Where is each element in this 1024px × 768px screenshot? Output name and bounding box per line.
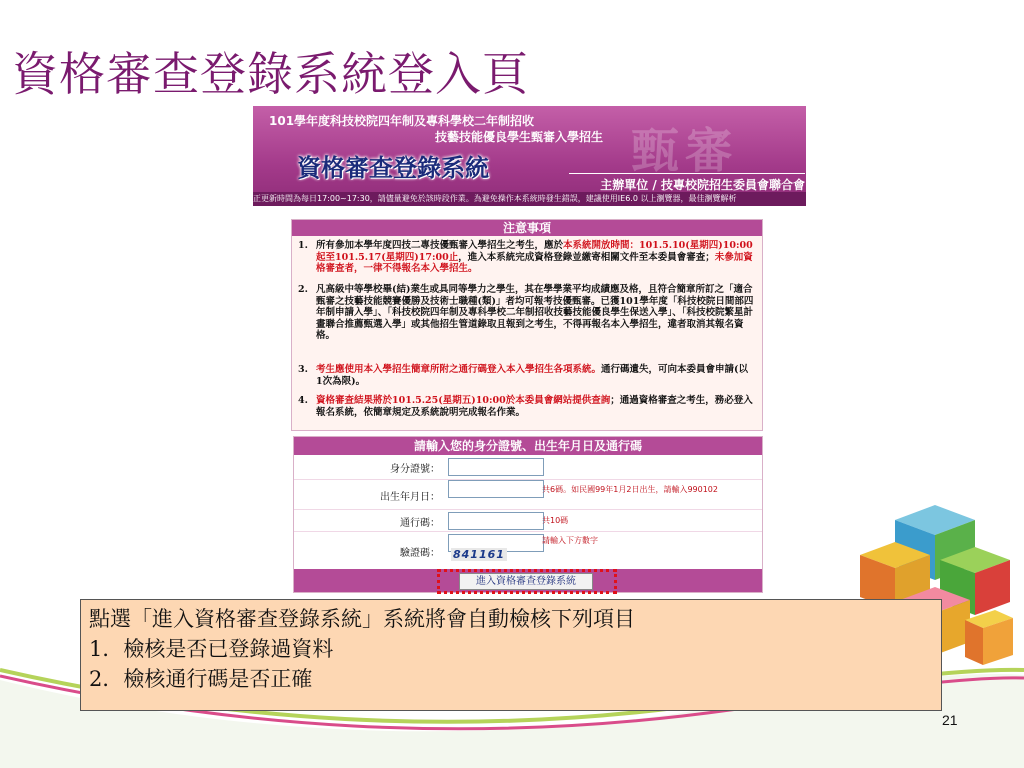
verify-row xyxy=(294,531,762,568)
birth-date-input[interactable] xyxy=(448,480,544,498)
explanation-callout xyxy=(80,599,942,711)
note-text: 通行碼遺失，可向本委員會申請(以1次為限)。 xyxy=(316,364,749,387)
id-number-input[interactable] xyxy=(448,458,544,476)
note-text: ；通過資格審查之考生，務必登入報名系統，依簡章規定及系統說明完成報名作業。 xyxy=(316,395,753,418)
verify-label: 驗證碼： xyxy=(400,548,440,559)
note-number: 2. xyxy=(298,284,308,295)
note-number: 1. xyxy=(298,240,308,251)
birth-label: 出生年月日： xyxy=(380,492,440,503)
banner-seal-watermark: 甄審 xyxy=(631,123,740,179)
callout-line: 1．檢核是否已登錄過資料 xyxy=(89,637,334,661)
captcha-image: 841161 xyxy=(453,548,505,561)
note-text: 所有參加本學年度四技二專技優甄審入學招生之考生，應於 xyxy=(316,240,564,251)
note-emphasis: 考生應使用本入學招生簡章所附之通行碼登入本入學招生各項系統。 xyxy=(316,364,602,375)
system-banner xyxy=(253,106,806,206)
verify-hint: 請輸入下方數字 xyxy=(542,536,598,545)
note-emphasis: 資格審查結果將於101.5.25(星期五)10:00於本委員會網站提供查詢 xyxy=(316,395,611,406)
banner-line1: 101學年度科技校院四年制及專科學校二年制招收 xyxy=(269,114,535,128)
button-highlight-box xyxy=(437,569,617,594)
note-text: 凡高級中等學校畢(結)業生或具同等學力之學生，其在學學業平均成績應及格，且符合簡章所訂之「適合甄審之技藝技能競賽優勝及技術士職種(類)」者均可報考技優甄審。已獲101學年度「科技校院日間部四年制申請入學」、「科技校院四年制及專科學校二年制招收技藝技能優良學生保送入學」、「科技校院繁星計畫聯合推薦甄選入學」或其他招生管道錄取且報到之考生，不得再報名本入學招生，違者取消其報名資格。 xyxy=(316,284,754,341)
note-number: 3. xyxy=(298,364,308,375)
banner-ticker: 正更新時間為每日17:00~17:30，請儘量避免於該時段作業。為避免操作本系統時發生錯誤，建議使用IE6.0 以上瀏覽器，最佳瀏覽解析 xyxy=(253,192,806,206)
banner-line2: 技藝技能優良學生甄審入學招生 xyxy=(435,130,604,144)
login-form-heading: 請輸入您的身分證號、出生年月日及通行碼 xyxy=(294,437,762,455)
id-label: 身分證號： xyxy=(390,464,440,475)
enter-system-button[interactable]: 進入資格審查登錄系統 xyxy=(459,573,593,590)
note-item-4 xyxy=(298,395,754,418)
slide-title: 資格審查登錄系統登入頁 xyxy=(12,47,529,101)
banner-system-name: 資格審查登錄系統 xyxy=(297,154,489,182)
note-text: ，進入本系統完成資格登錄並繳寄相關文件至本委員會審查； xyxy=(458,251,715,263)
pass-row xyxy=(294,509,762,532)
note-number: 4. xyxy=(298,395,308,406)
pass-hint: 共10碼 xyxy=(542,516,569,525)
note-emphasis: 本系統開放時間：101.5.10(星期四)10:00起至101.5.17(星期四)17:00止 xyxy=(316,240,753,263)
callout-line: 點選「進入資格審查登錄系統」系統將會自動檢核下列項目 xyxy=(89,607,635,631)
birth-hint: 共6碼。如民國99年1月2日出生，請輸入990102 xyxy=(542,485,718,494)
note-emphasis: 未參加資格審查者，一律不得報名本入學招生。 xyxy=(316,251,753,274)
page-number: 21 xyxy=(942,712,958,728)
pass-label: 通行碼： xyxy=(400,518,440,529)
id-row xyxy=(294,455,762,479)
banner-organizer: 主辦單位 / 技專校院招生委員會聯合會 xyxy=(569,173,805,193)
note-item-1 xyxy=(298,240,754,275)
notes-heading: 注意事項 xyxy=(292,220,762,236)
note-item-3 xyxy=(298,364,754,387)
note-item-2 xyxy=(298,284,754,342)
callout-line: 2．檢核通行碼是否正確 xyxy=(89,667,313,691)
birth-row xyxy=(294,479,762,510)
passcode-input[interactable] xyxy=(448,512,544,530)
notes-panel xyxy=(291,219,763,431)
